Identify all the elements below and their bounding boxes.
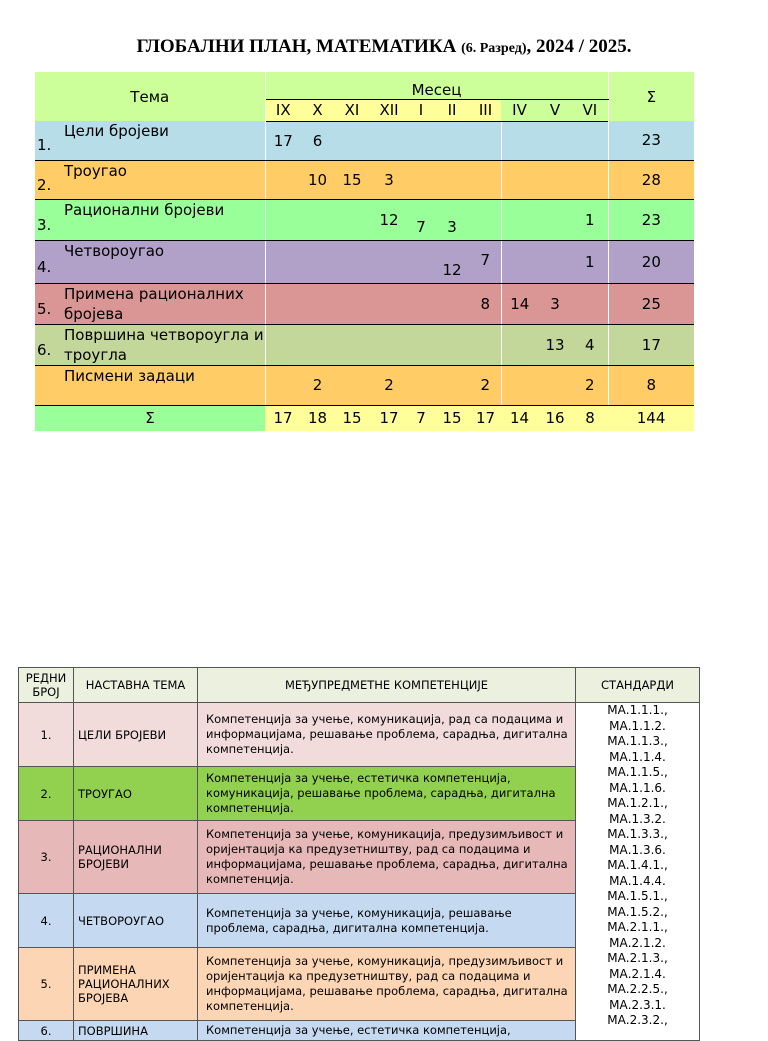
plan-row: [35, 121, 694, 160]
plan-row-topic: Примена рационалних бројева: [64, 283, 265, 324]
plan-cell-IX: [265, 160, 301, 199]
plan-cell-V: [538, 121, 572, 160]
plan-total-V: 16: [538, 405, 572, 431]
comp-row-competencies: Компетенција за учење, комуникација, рад са подацима и информацијама, решавање проблема, сарадња, дигитална компетенција.: [198, 703, 576, 767]
plan-cell-X: [301, 240, 334, 283]
plan-cell-I: [408, 160, 434, 199]
plan-total-label: Σ: [35, 405, 265, 431]
comp-header-topic: НАСТАВНА ТЕМА: [74, 668, 198, 703]
plan-cell-X: 10: [301, 160, 334, 199]
plan-cell-XII: 12: [370, 199, 408, 240]
plan-row: [35, 160, 694, 199]
plan-row: [35, 199, 694, 240]
standard-code: МА.2.2.5.,: [607, 982, 668, 996]
plan-header-sum: Σ: [608, 72, 694, 121]
plan-row-sum: 20: [608, 240, 694, 283]
plan-cell-II: [434, 121, 470, 160]
comp-row-num: 1.: [19, 703, 74, 767]
plan-cell-II: 3: [434, 199, 470, 240]
plan-cell-I: 7: [408, 199, 434, 240]
plan-cell-IX: [265, 240, 301, 283]
title-year: , 2024 / 2025.: [526, 36, 632, 57]
plan-cell-IV: [501, 121, 538, 160]
plan-cell-III: [470, 160, 501, 199]
plan-cell-XI: [334, 283, 370, 324]
plan-cell-IV: [501, 324, 538, 365]
plan-total-IX: 17: [265, 405, 301, 431]
plan-cell-II: [434, 283, 470, 324]
plan-cell-XI: [334, 121, 370, 160]
document-title: [0, 36, 768, 58]
plan-cell-IX: [265, 365, 301, 405]
plan-total-III: 17: [470, 405, 501, 431]
plan-cell-VI: 4: [572, 324, 608, 365]
standard-code: МА.1.3.2.: [609, 811, 666, 826]
plan-cell-III: 7: [470, 240, 501, 283]
plan-header-topic: Тема: [35, 72, 265, 121]
comp-row-competencies: Компетенција за учење, комуникација, предузимљивост и оријентација ка предузетништву, рад са подацима и информацијама, решавање проблема, сарадња, дигитална компетенција.: [198, 821, 576, 894]
month-X: X: [301, 99, 334, 121]
plan-cell-XII: 3: [370, 160, 408, 199]
plan-cell-VI: [572, 121, 608, 160]
plan-row-num: 3.: [35, 199, 64, 240]
month-II: II: [434, 99, 470, 121]
plan-cell-I: [408, 365, 434, 405]
plan-row-num: 2.: [35, 160, 64, 199]
plan-row-num: [35, 365, 64, 405]
month-V: V: [538, 99, 572, 121]
plan-cell-IX: [265, 324, 301, 365]
month-I: I: [408, 99, 434, 121]
plan-row: [35, 324, 694, 365]
plan-row-sum: 23: [608, 121, 694, 160]
plan-row-sum: 17: [608, 324, 694, 365]
plan-row-topic: Писмени задаци: [64, 365, 265, 405]
plan-row-sum: 25: [608, 283, 694, 324]
standard-code: МА.1.1.3.,: [607, 734, 668, 748]
plan-cell-IX: [265, 283, 301, 324]
plan-row-topic: Четвороугао: [64, 240, 265, 283]
comp-row-topic: ПРИМЕНА РАЦИОНАЛНИХ БРОЈЕВА: [74, 948, 198, 1021]
plan-total-II: 15: [434, 405, 470, 431]
plan-row: [35, 365, 694, 405]
standard-code: МА.1.1.4.: [609, 749, 666, 764]
plan-cell-VI: 1: [572, 240, 608, 283]
plan-header-row: [35, 72, 694, 99]
plan-cell-III: 2: [470, 365, 501, 405]
plan-cell-V: [538, 160, 572, 199]
comp-row-competencies: Компетенција за учење, естетичка компетенција,: [198, 1021, 576, 1041]
plan-cell-II: 12: [434, 240, 470, 283]
plan-row: [35, 283, 694, 324]
plan-row: [35, 240, 694, 283]
plan-cell-VI: [572, 160, 608, 199]
plan-cell-I: [408, 121, 434, 160]
plan-cell-III: [470, 199, 501, 240]
title-main: ГЛОБАЛНИ ПЛАН, МАТЕМАТИКА: [136, 36, 462, 57]
comp-row-num: 5.: [19, 948, 74, 1021]
comp-row: [19, 703, 700, 767]
plan-total-XI: 15: [334, 405, 370, 431]
comp-row-topic: ПОВРШИНА: [74, 1021, 198, 1041]
plan-cell-III: [470, 324, 501, 365]
standard-code: МА.2.3.1.: [609, 997, 666, 1012]
standard-code: МА.2.3.2.,: [607, 1013, 668, 1027]
comp-row-topic: ЧЕТВОРОУГАО: [74, 894, 198, 948]
comp-row-topic: РАЦИОНАЛНИ БРОЈЕВИ: [74, 821, 198, 894]
standard-code: МА.1.1.5.,: [607, 765, 668, 779]
month-VI: VI: [572, 99, 608, 121]
plan-cell-XII: [370, 283, 408, 324]
plan-row-topic: Рационални бројеви: [64, 199, 265, 240]
comp-header-standards: СТАНДАРДИ: [576, 668, 700, 703]
plan-row-sum: 8: [608, 365, 694, 405]
standard-code: МА.2.1.3.,: [607, 951, 668, 965]
plan-grand-total: 144: [608, 405, 694, 431]
plan-cell-IV: 14: [501, 283, 538, 324]
plan-cell-IV: [501, 199, 538, 240]
month-IV: IV: [501, 99, 538, 121]
standard-code: МА.2.1.1.,: [607, 920, 668, 934]
plan-cell-XII: [370, 121, 408, 160]
title-grade: (6. Разред): [461, 41, 527, 56]
standard-code: МА.1.4.4.: [609, 873, 666, 888]
plan-cell-II: [434, 324, 470, 365]
comp-header-competencies: МЕЂУПРЕДМЕТНЕ КОМПЕТЕНЦИЈЕ: [198, 668, 576, 703]
plan-row-topic: Површина четвороугла и троугла: [64, 325, 264, 364]
standard-code: МА.1.4.1.,: [607, 858, 668, 872]
comp-row-competencies: Компетенција за учење, естетичка компетенција, комуникација, решавање проблема, сарадња, дигитална компетенција.: [198, 767, 576, 821]
month-III: III: [470, 99, 501, 121]
plan-cell-X: [301, 324, 334, 365]
standard-code: МА.2.1.2.: [609, 935, 666, 950]
month-XI: XI: [334, 99, 370, 121]
plan-cell-IV: [501, 365, 538, 405]
comp-header-num: РЕДНИ БРОЈ: [19, 668, 74, 703]
standard-code: МА.1.3.3.,: [607, 827, 668, 841]
plan-cell-III: 8: [470, 283, 501, 324]
global-plan-table: [35, 72, 694, 431]
standard-code: МА.1.1.2.: [609, 718, 666, 733]
plan-cell-XII: [370, 324, 408, 365]
standard-code: МА.1.3.6.: [609, 842, 666, 857]
standard-code: МА.1.1.1.,: [607, 703, 668, 717]
standard-code: МА.1.5.2.,: [607, 904, 668, 919]
comp-row-num: 4.: [19, 894, 74, 948]
comp-row-competencies: Компетенција за учење, комуникација, предузимљивост и оријентација ка предузетништву, рад са подацима и информацијама, решавање проблема, сарадња, дигитална компетенција.: [198, 948, 576, 1021]
plan-cell-VI: 2: [572, 365, 608, 405]
plan-cell-VI: [572, 283, 608, 324]
plan-total-VI: 8: [572, 405, 608, 431]
plan-cell-XII: 2: [370, 365, 408, 405]
standard-code: МА.1.5.1.,: [607, 889, 668, 903]
plan-total-XII: 17: [370, 405, 408, 431]
plan-cell-I: [408, 240, 434, 283]
plan-cell-XI: [334, 199, 370, 240]
standard-code: МА.2.1.4.: [609, 966, 666, 981]
plan-cell-X: 2: [301, 365, 334, 405]
comp-row-num: 3.: [19, 821, 74, 894]
plan-header-month: Месец: [265, 72, 608, 99]
plan-cell-II: [434, 160, 470, 199]
plan-cell-IX: 17: [265, 121, 301, 160]
month-IX: IX: [265, 99, 301, 121]
plan-cell-X: [301, 199, 334, 240]
plan-cell-I: [408, 283, 434, 324]
plan-cell-III: [470, 121, 501, 160]
plan-row-sum: 28: [608, 160, 694, 199]
plan-cell-XII: [370, 240, 408, 283]
plan-total-IV: 14: [501, 405, 538, 431]
plan-row-num: 5.: [35, 283, 64, 324]
plan-totals-row: [35, 405, 694, 431]
plan-row-num: 4.: [35, 240, 64, 283]
plan-cell-XI: [334, 365, 370, 405]
plan-row-topic: Цели бројеви: [64, 121, 265, 160]
plan-cell-V: 13: [538, 324, 572, 365]
competencies-table: [18, 667, 700, 1041]
month-XII: XII: [370, 99, 408, 121]
plan-row-sum: 23: [608, 199, 694, 240]
comp-row-num: 2.: [19, 767, 74, 821]
comp-row-num: 6.: [19, 1021, 74, 1041]
plan-cell-XI: [334, 240, 370, 283]
standard-code: МА.1.1.6.: [609, 780, 666, 795]
plan-cell-V: [538, 240, 572, 283]
comp-row-topic: ЦЕЛИ БРОЈЕВИ: [74, 703, 198, 767]
plan-cell-IX: [265, 199, 301, 240]
plan-cell-VI: 1: [572, 199, 608, 240]
comp-row-competencies: Компетенција за учење, комуникација, решавање проблема, сарадња, дигитална компетенција.: [198, 894, 576, 948]
comp-standards-cell: [576, 703, 700, 1041]
plan-cell-XI: [334, 324, 370, 365]
plan-cell-IV: [501, 240, 538, 283]
plan-cell-V: [538, 365, 572, 405]
plan-row-num: 1.: [35, 121, 64, 160]
plan-total-X: 18: [301, 405, 334, 431]
plan-cell-IV: [501, 160, 538, 199]
plan-cell-V: 3: [538, 283, 572, 324]
plan-row-topic: Троугао: [64, 160, 265, 199]
plan-cell-X: [301, 283, 334, 324]
plan-cell-V: [538, 199, 572, 240]
plan-cell-XI: 15: [334, 160, 370, 199]
standard-code: МА.1.2.1.,: [607, 796, 668, 810]
plan-cell-II: [434, 365, 470, 405]
plan-total-I: 7: [408, 405, 434, 431]
plan-row-num: 6.: [35, 324, 64, 365]
plan-cell-I: [408, 324, 434, 365]
plan-cell-X: 6: [301, 121, 334, 160]
comp-row-topic: ТРОУГАО: [74, 767, 198, 821]
